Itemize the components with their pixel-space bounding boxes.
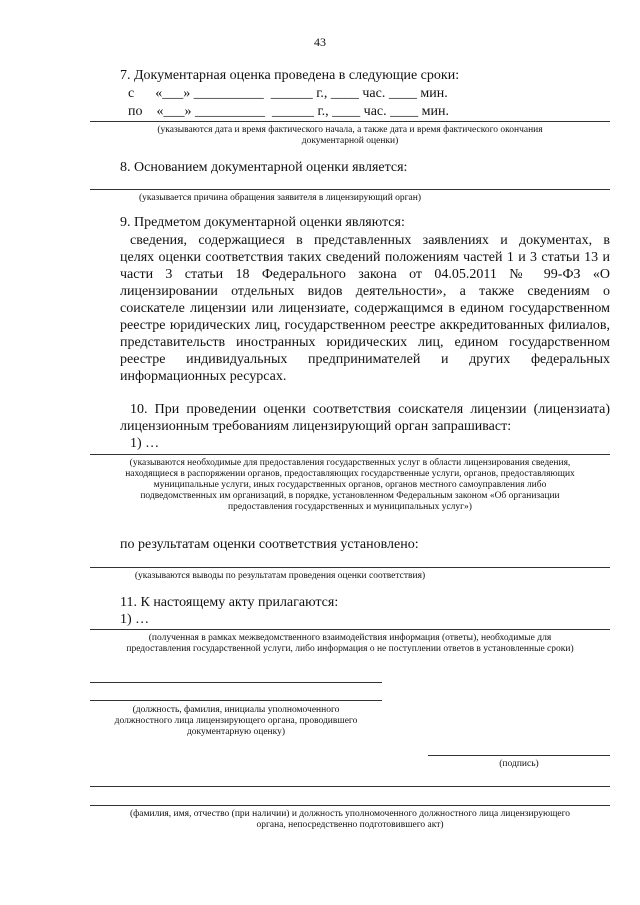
section-8-title: 8. Основанием документарной оценки является: xyxy=(120,160,408,175)
preparer-caption-2: органа, непосредственно подготовившего акт) xyxy=(256,820,444,830)
subject-line-5: соискателе лицензии или лицензиате, содержащимся в едином государственном xyxy=(120,301,610,316)
period-line xyxy=(90,121,610,122)
section-9-title: 9. Предметом документарной оценки являются: xyxy=(120,215,405,230)
attachment-caption-1: (полученная в рамках межведомственного взаимодействия информация (ответы), необходимые для xyxy=(148,633,552,643)
request-line xyxy=(90,454,610,455)
results-title: по результатам оценки соответствия установлено: xyxy=(120,537,419,552)
request-caption-4: подведомственных им организаций, в порядке, установленном Федеральным законом «Об организации xyxy=(140,491,560,501)
official-caption-1: (должность, фамилия, инициалы уполномоченного xyxy=(132,705,340,715)
period-caption-2: документарной оценки) xyxy=(301,136,399,146)
subject-line-8: реестре индивидуальных предпринимателей и других федеральных xyxy=(120,352,610,367)
signature-line xyxy=(428,755,610,756)
official-line-1 xyxy=(90,682,382,683)
period-to-row: по «___» __________ ______ г., ____ час. ____ мин. xyxy=(128,104,449,119)
period-caption-1: (указываются дата и время фактического начала, а также дата и время фактического окончания xyxy=(157,125,543,135)
subject-line-6: реестре юридических лиц, государственном реестре аккредитованных филиалов, xyxy=(120,318,610,333)
request-item: 1) … xyxy=(130,436,160,451)
preparer-line-1 xyxy=(90,786,610,787)
attachment-caption-2: предоставления государственной услуги, либо информация о не поступлении ответов в установленные сроки) xyxy=(126,644,574,654)
request-caption-2: находящиеся в распоряжении органов, предоставляющих государственные услуги, органов, предоставляющих xyxy=(125,469,575,479)
preparer-line-2 xyxy=(90,805,610,806)
attachment-item: 1) … xyxy=(120,612,150,627)
official-line-2 xyxy=(90,700,382,701)
subject-line-2: целях оценки соответствия таких сведений положениям частей 1 и 3 статьи 13 и xyxy=(120,250,610,265)
section-10-line-1: 10. При проведении оценки соответствия соискателя лицензии (лицензиата) xyxy=(130,402,610,417)
subject-line-3: части 3 статьи 18 Федерального закона от 04.05.2011 № 99-ФЗ «О xyxy=(120,267,610,282)
section-7-title: 7. Документарная оценка проведена в следующие сроки: xyxy=(120,68,460,83)
official-caption-2: должностного лица лицензирующего органа, проводившего xyxy=(114,716,358,726)
subject-line-9: информационных ресурсах. xyxy=(120,369,287,384)
results-line xyxy=(90,567,610,568)
request-caption-3: муниципальные услуги, иных государственных органов, органов местного самоуправления либо xyxy=(153,480,547,490)
request-caption-5: предоставления государственных и муниципальных услуг») xyxy=(228,502,472,512)
attachment-line xyxy=(90,629,610,630)
subject-line-1: сведения, содержащиеся в представленных заявлениях и документах, в xyxy=(130,233,610,248)
preparer-caption-1: (фамилия, имя, отчество (при наличии) и должность уполномоченного должностного лица лицензирующего xyxy=(129,809,571,819)
results-caption: (указываются выводы по результатам проведения оценки соответствия) xyxy=(134,571,426,581)
basis-caption: (указывается причина обращения заявителя в лицензирующий орган) xyxy=(138,193,422,203)
request-caption-1: (указываются необходимые для предоставления государственных услуг в области лицензирования сведения, xyxy=(129,458,571,468)
subject-line-7: представительств иностранных юридических лиц, едином государственном xyxy=(120,335,610,350)
section-10-line-2: лицензионным требованиям лицензирующий орган запрашиваст: xyxy=(120,419,512,434)
official-caption-3: документарную оценку) xyxy=(186,727,286,737)
basis-line xyxy=(90,189,610,190)
subject-line-4: лицензировании отдельных видов деятельности», а также сведениям о xyxy=(120,284,610,299)
page-number: 43 xyxy=(314,35,326,49)
period-from-row: с «___» __________ ______ г., ____ час. ____ мин. xyxy=(128,86,448,101)
signature-caption: (подпись) xyxy=(499,759,539,769)
section-11-title: 11. К настоящему акту прилагаются: xyxy=(120,595,339,610)
